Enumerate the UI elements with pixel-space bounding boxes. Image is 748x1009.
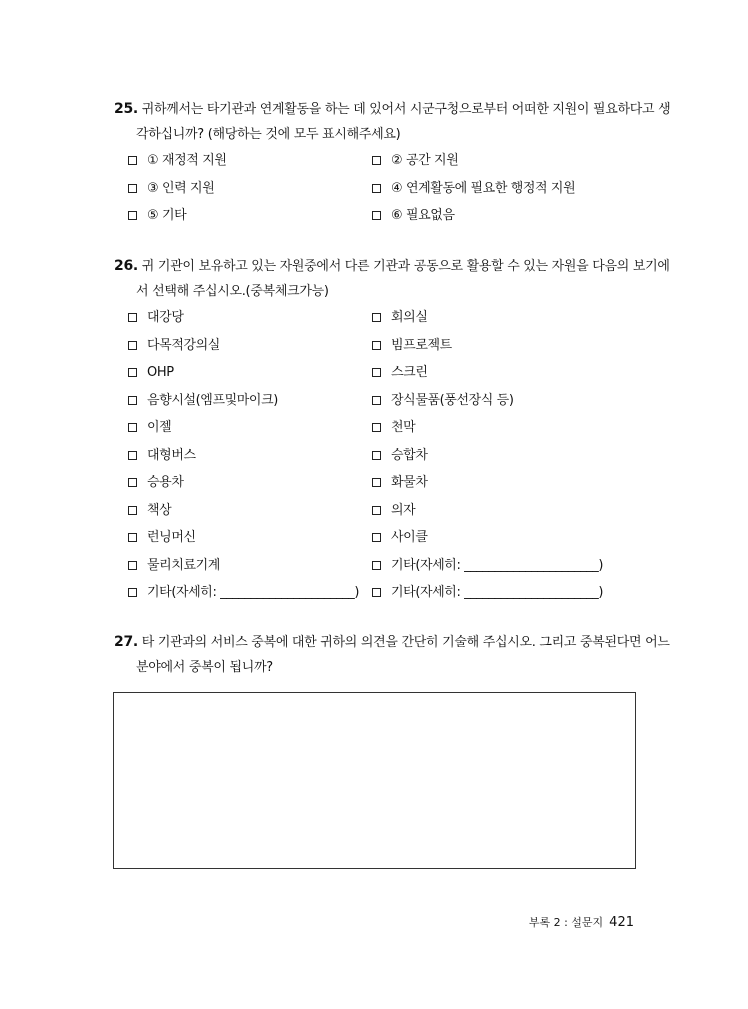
option-label: ① 재정적 지원	[147, 153, 227, 168]
question-number: 27.	[114, 634, 138, 650]
option-label: 빔프로젝트	[391, 337, 452, 353]
option-item[interactable]	[372, 414, 415, 442]
question-25-text	[114, 96, 671, 123]
question-26-text	[114, 253, 670, 280]
option-item[interactable]	[128, 414, 171, 442]
question-text-line1: 귀 기관이 보유하고 있는 자원중에서 다른 기관과 공동으로 활용할 수 있는 자원을 다음의 보기에	[141, 259, 670, 274]
checkbox[interactable]	[128, 396, 137, 405]
option-label: 다목적강의실	[147, 337, 220, 353]
option-label: 물리치료기계	[147, 557, 220, 573]
question-text-line1: 귀하께서는 타기관과 연계활동을 하는 데 있어서 시군구청으로부터 어떠한 지원이 필요하다고 생	[141, 102, 671, 117]
option-item[interactable]	[128, 304, 183, 332]
checkbox[interactable]	[372, 211, 381, 220]
option-item[interactable]	[372, 332, 452, 360]
option-label: 음향시설(엠프및마이크)	[147, 392, 278, 408]
question-27	[114, 629, 670, 680]
checkbox[interactable]	[372, 396, 381, 405]
option-label: 화물차	[391, 475, 428, 490]
option-label: 스크린	[391, 365, 428, 380]
checkbox[interactable]	[372, 506, 381, 515]
checkbox[interactable]	[372, 533, 381, 542]
option-label: ⑥ 필요없음	[391, 208, 455, 223]
checkbox[interactable]	[128, 211, 137, 220]
checkbox[interactable]	[128, 341, 137, 350]
option-label: 대형버스	[147, 447, 196, 463]
option-row	[114, 497, 638, 525]
checkbox[interactable]	[128, 533, 137, 542]
question-number: 26.	[114, 258, 138, 274]
question-text-line2: 각하십니까? (해당하는 것에 모두 표시해주세요)	[136, 127, 401, 142]
option-row	[114, 359, 638, 387]
option-row	[114, 387, 638, 415]
question-25	[114, 96, 671, 230]
checkbox[interactable]	[128, 423, 137, 432]
checkbox[interactable]	[372, 313, 381, 322]
option-label: ③ 인력 지원	[147, 180, 215, 196]
option-row	[114, 332, 638, 360]
option-item[interactable]	[128, 497, 171, 525]
option-item[interactable]	[128, 552, 220, 580]
option-row	[114, 579, 638, 607]
checkbox[interactable]	[372, 451, 381, 460]
question-text-line2: 서 선택해 주십시오.(중복체크가능)	[136, 284, 329, 299]
question-26	[114, 253, 670, 607]
checkbox[interactable]	[372, 156, 381, 165]
option-row	[114, 414, 638, 442]
checkbox[interactable]	[128, 451, 137, 460]
option-row	[114, 524, 638, 552]
checkbox[interactable]	[128, 156, 137, 165]
option-item[interactable]	[372, 469, 427, 497]
option-label: 승합차	[391, 447, 428, 463]
option-label: 기타(자세히: ______________________)	[391, 585, 604, 600]
option-item[interactable]	[372, 497, 415, 525]
option-item[interactable]	[372, 524, 427, 552]
option-item[interactable]	[128, 332, 220, 360]
option-row	[114, 442, 638, 470]
option-item[interactable]	[128, 524, 196, 552]
checkbox[interactable]	[128, 184, 137, 193]
option-label: 장식물품(풍선장식 등)	[391, 392, 514, 408]
checkbox[interactable]	[372, 184, 381, 193]
option-label: ② 공간 지원	[391, 153, 459, 168]
option-label: 기타(자세히: ______________________)	[147, 585, 360, 600]
option-item[interactable]	[128, 387, 278, 415]
option-other-detail[interactable]	[372, 552, 603, 580]
option-row	[114, 175, 638, 203]
option-label: 의자	[391, 502, 416, 518]
footer-label: 부록 2 : 설문지	[528, 916, 604, 929]
checkbox[interactable]	[372, 588, 381, 597]
option-row	[114, 202, 638, 230]
option-label: ④ 연계활동에 필요한 행정적 지원	[391, 180, 576, 196]
question-text-line2: 분야에서 중복이 됩니까?	[136, 660, 273, 675]
checkbox[interactable]	[128, 506, 137, 515]
option-other[interactable]	[128, 202, 186, 230]
option-row	[114, 552, 638, 580]
option-item[interactable]	[372, 387, 514, 415]
option-label: OHP	[147, 365, 174, 380]
checkbox[interactable]	[372, 561, 381, 570]
option-item[interactable]	[372, 359, 427, 387]
option-row	[114, 469, 638, 497]
option-item[interactable]	[128, 469, 183, 497]
checkbox[interactable]	[128, 313, 137, 322]
option-item[interactable]	[128, 442, 196, 470]
checkbox[interactable]	[372, 341, 381, 350]
option-label: 이젤	[147, 420, 172, 435]
option-label: 대강당	[147, 310, 184, 325]
option-label: 책상	[147, 502, 172, 518]
option-item[interactable]	[372, 304, 427, 332]
checkbox[interactable]	[128, 368, 137, 377]
question-number: 25.	[114, 101, 138, 117]
page-number: 421	[609, 915, 634, 930]
option-admin-support[interactable]	[372, 175, 575, 203]
question-27-text	[114, 629, 670, 656]
option-financial-support[interactable]	[128, 147, 227, 175]
option-label: 승용차	[147, 475, 184, 490]
option-item[interactable]	[372, 442, 427, 470]
option-label: 천막	[391, 420, 416, 435]
checkbox[interactable]	[372, 423, 381, 432]
option-label: ⑤ 기타	[147, 208, 187, 223]
question-text-line1: 타 기관과의 서비스 중복에 대한 귀하의 의견을 간단히 기술해 주십시오. 그리고 중복된다면 어느	[141, 635, 670, 650]
option-space-support[interactable]	[372, 147, 458, 175]
option-row	[114, 147, 638, 175]
option-row	[114, 304, 638, 332]
option-label: 회의실	[391, 310, 428, 325]
option-not-needed[interactable]	[372, 202, 455, 230]
option-staff-support[interactable]	[128, 175, 214, 203]
option-other-detail[interactable]	[372, 579, 603, 607]
checkbox[interactable]	[128, 478, 137, 487]
checkbox[interactable]	[128, 588, 137, 597]
checkbox[interactable]	[372, 368, 381, 377]
option-label: 기타(자세히: ______________________)	[391, 557, 604, 573]
option-item[interactable]	[128, 359, 174, 387]
option-label: 런닝머신	[147, 530, 196, 545]
checkbox[interactable]	[128, 561, 137, 570]
checkbox[interactable]	[372, 478, 381, 487]
option-other-detail[interactable]	[128, 579, 359, 607]
answer-text-box[interactable]	[113, 692, 636, 869]
page-footer	[529, 914, 634, 930]
option-label: 사이클	[391, 530, 428, 545]
